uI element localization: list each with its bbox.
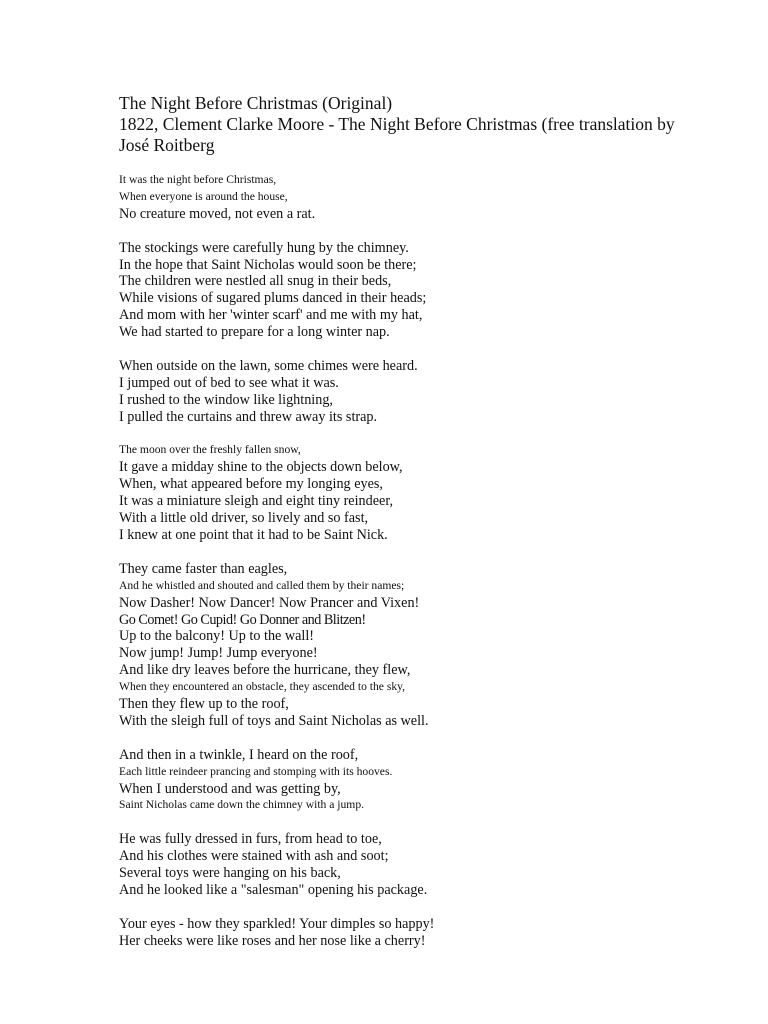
poem-line: When I understood and was getting by, [119,780,341,797]
poem-line: And then in a twinkle, I heard on the roof, [119,746,359,763]
poem-line: And like dry leaves before the hurricane, they flew, [119,662,411,679]
poem-line: I pulled the curtains and threw away its strap. [119,408,378,425]
poem-line: The children were nestled all snug in their beds, [119,273,392,290]
poem-line: Up to the balcony! Up to the wall! [119,628,315,645]
poem-line: He was fully dressed in furs, from head to toe, [119,831,382,848]
poem-line: The stockings were carefully hung by the chimney. [119,239,409,256]
poem-line: I jumped out of bed to see what it was. [119,374,339,391]
poem-line: Her cheeks were like roses and her nose like a cherry! [119,932,426,949]
stanza-break [119,341,719,358]
poem-line: In the hope that Saint Nicholas would soon be there; [119,256,417,273]
document-subtitle-line-2: José Roitberg [119,135,215,155]
poem-line: Then they flew up to the roof, [119,696,289,713]
stanza-break [119,426,719,443]
poem-line: And he looked like a "salesman" opening his package. [119,881,428,898]
stanza-break [119,730,719,747]
document-subtitle-line-1: 1822, Clement Clarke Moore - The Night Before Christmas (free translation by [119,114,675,134]
poem-line: Now jump! Jump! Jump everyone! [119,645,318,662]
poem-line: When, what appeared before my longing eyes, [119,476,383,493]
poem-line: We had started to prepare for a long winter nap. [119,324,390,341]
poem-line: Now Dasher! Now Dancer! Now Prancer and Vixen! [119,594,420,611]
document-page [119,93,719,950]
poem-line: It gave a midday shine to the objects down below, [119,459,403,476]
poem-line: When everyone is around the house, [119,189,288,203]
poem-line: With the sleigh full of toys and Saint Nicholas as well. [119,712,429,729]
poem-line: When they encountered an obstacle, they ascended to the sky, [119,680,406,694]
poem-line: They came faster than eagles, [119,560,288,577]
poem-line: Each little reindeer prancing and stomping with its hooves. [119,764,393,778]
stanza-break [119,899,719,916]
poem-line: And mom with her 'winter scarf' and me with my hat, [119,307,423,324]
poem-line: The moon over the freshly fallen snow, [119,443,301,457]
stanza-break [119,223,719,240]
poem-line: No creature moved, not even a rat. [119,205,316,222]
poem-body [119,172,719,950]
poem-line: And he whistled and shouted and called them by their names; [119,578,405,592]
poem-line: Your eyes - how they sparkled! Your dimples so happy! [119,915,435,932]
stanza-break [119,544,719,561]
poem-line: And his clothes were stained with ash and soot; [119,848,389,865]
poem-line: Several toys were hanging on his back, [119,865,341,882]
poem-line: When outside on the lawn, some chimes were heard. [119,357,418,374]
poem-line: I rushed to the window like lightning, [119,391,333,408]
poem-line: Saint Nicholas came down the chimney with a jump. [119,798,365,812]
document-title: The Night Before Christmas (Original) [119,93,393,113]
poem-line: While visions of sugared plums danced in their heads; [119,290,427,307]
poem-line: Go Comet! Go Cupid! Go Donner and Blitzen! [119,611,366,628]
poem-line: It was a miniature sleigh and eight tiny reindeer, [119,493,394,510]
poem-line: With a little old driver, so lively and so fast, [119,510,369,527]
stanza-break [119,814,719,831]
poem-line: It was the night before Christmas, [119,173,277,186]
poem-line: I knew at one point that it had to be Saint Nick. [119,526,388,543]
